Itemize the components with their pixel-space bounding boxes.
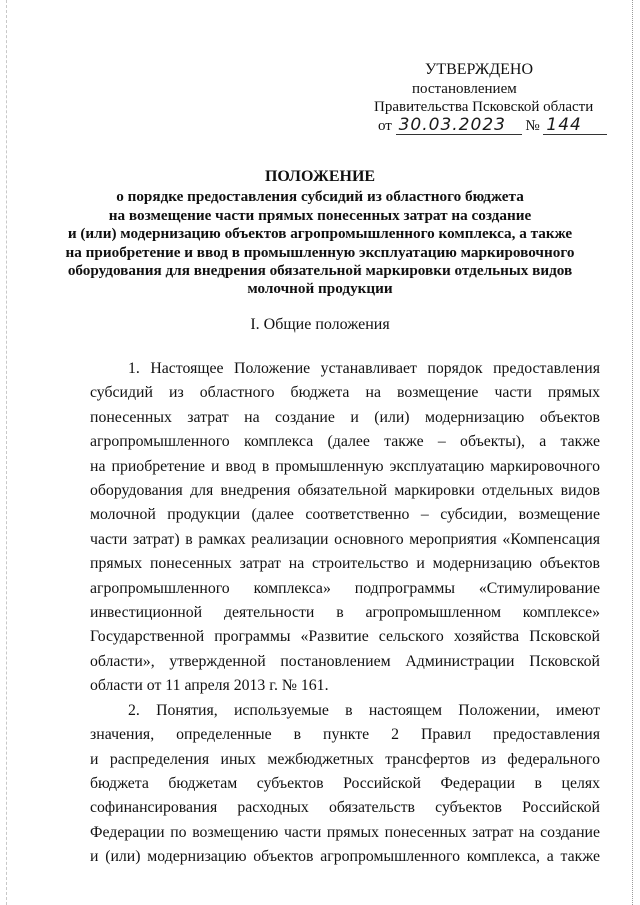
text-line: прямых понесенных затрат на строительство и модернизацию объектов — [90, 555, 600, 573]
approved-label: УТВЕРЖДЕНО — [424, 61, 533, 78]
text-line: области от 11 апреля 2013 г. № 161. — [90, 677, 329, 695]
from-label: от — [378, 118, 392, 134]
document-body — [90, 357, 600, 870]
number-label: № — [525, 118, 540, 134]
section-heading: I. Общие положения — [250, 316, 390, 333]
paragraph-1 — [90, 357, 600, 699]
title-line: о порядке предоставления субсидий из областного бюджета — [116, 188, 524, 206]
text-line: субсидий из областного бюджета на возмещение части прямых — [90, 384, 600, 402]
text-line: Федерации по возмещению части прямых понесенных затрат на создание — [90, 823, 600, 841]
text-line: инвестиционной деятельности в агропромышленном комплексе» — [90, 604, 600, 622]
text-line: агропромышленного комплекса (далее также – объекты), а также — [90, 433, 600, 451]
text-line: оборудования для внедрения обязательной маркировки отдельных видов — [90, 482, 600, 500]
approval-line-date-number — [374, 116, 604, 135]
text-line: области», утвержденной постановлением Администрации Псковской — [90, 652, 600, 670]
text-line: части затрат) в рамках реализации основного мероприятия «Компенсация — [90, 530, 600, 548]
text-line: на приобретение и ввод в промышленную эксплуатацию маркировочного — [90, 457, 600, 475]
text-line: софинансирования расходных обязательств субъектов Российской — [90, 799, 600, 817]
approval-line-government: Правительства Псковской области — [374, 99, 594, 115]
title-line: на возмещение части прямых понесенных затрат на создание — [108, 206, 532, 224]
scan-edge-left — [6, 0, 7, 905]
text-line: и распределения иных межбюджетных трансфертов из федерального — [90, 750, 600, 768]
text-line: Государственной программы «Развитие сельского хозяйства Псковской — [90, 628, 600, 646]
text-line: 1. Настоящее Положение устанавливает порядок предоставления — [128, 360, 600, 377]
document-title-block — [40, 168, 600, 299]
title-line: оборудования для внедрения обязательной маркировки отдельных видов — [67, 262, 573, 280]
text-line: агропромышленного комплекса» подпрограммы «Стимулирование — [90, 579, 600, 597]
text-line: бюджета бюджетам субъектов Российской Федерации в целях — [90, 774, 600, 792]
approval-stamp — [374, 60, 604, 135]
handwritten-number: 144 — [543, 116, 607, 135]
title-line: на приобретение и ввод в промышленную эксплуатацию маркировочного — [65, 243, 575, 261]
approval-line-decree: постановлением — [412, 81, 517, 97]
text-line: молочной продукции (далее соответственно – субсидии, возмещение — [90, 506, 600, 524]
paragraph-2 — [90, 699, 600, 870]
text-line: понесенных затрат на создание и (или) модернизацию объектов — [90, 408, 600, 426]
title-line: и (или) модернизацию объектов агропромышленного комплекса, а также — [67, 225, 573, 243]
handwritten-date: 30.03.2023 — [396, 116, 522, 135]
title-line: молочной продукции — [247, 280, 393, 298]
text-line: и (или) модернизацию объектов агропромышленного комплекса, а также — [90, 848, 600, 866]
scan-edge-right — [632, 0, 633, 905]
document-title: ПОЛОЖЕНИЕ — [264, 168, 376, 185]
text-line: значения, определенные в пункте 2 Правил предоставления — [90, 726, 600, 744]
text-line: 2. Понятия, используемые в настоящем Положении, имеют — [128, 701, 600, 719]
